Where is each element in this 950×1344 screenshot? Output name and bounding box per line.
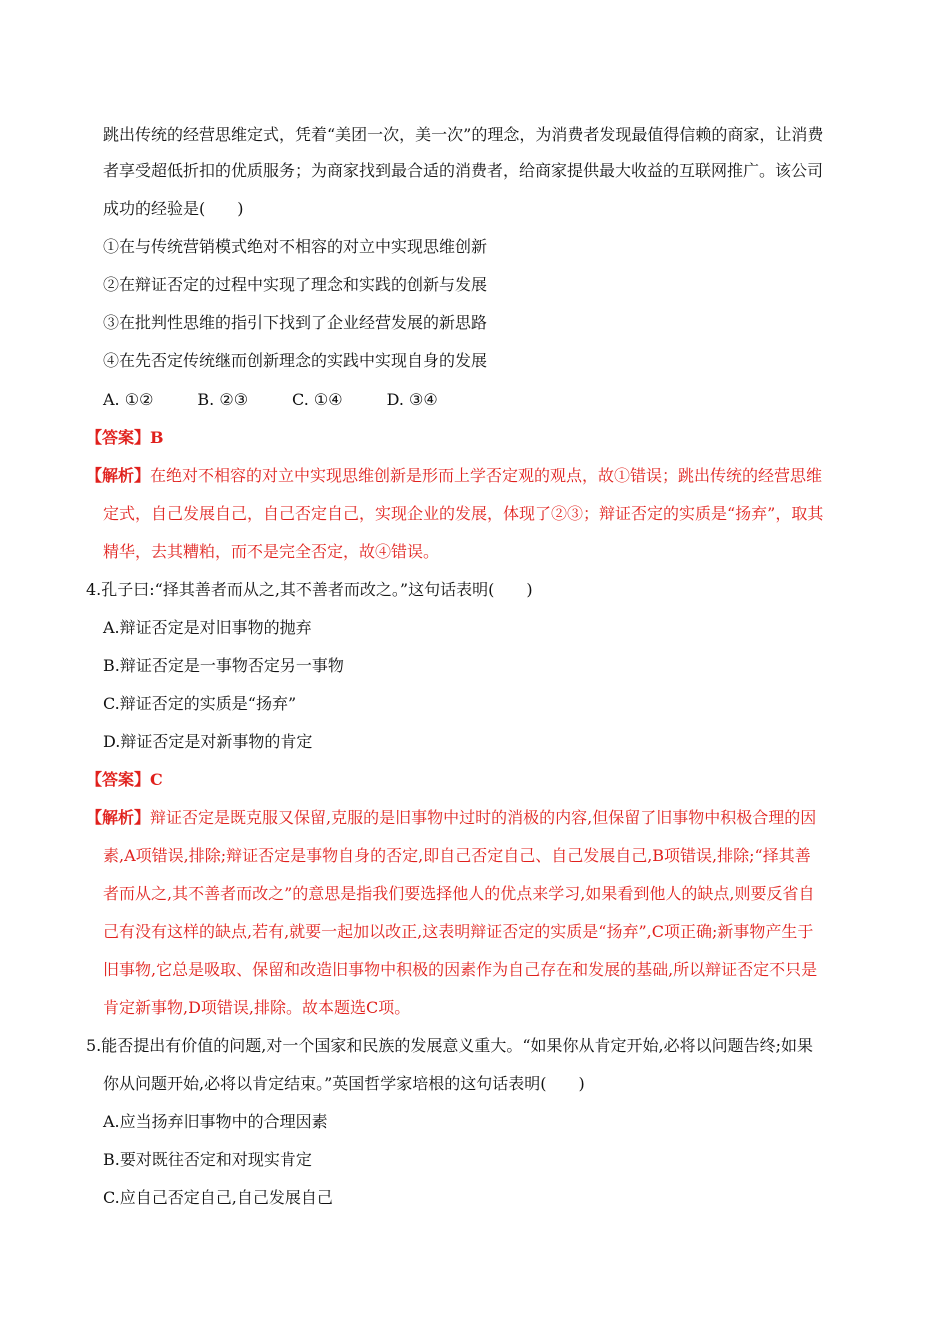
q4-analysis-line-1: 【解析】辩证否定是既克服又保留,克服的是旧事物中过时的消极的内容,但保留了旧事物中积极合理的因 bbox=[86, 808, 817, 827]
q4-analysis-line-5: 旧事物,它总是吸取、保留和改造旧事物中积极的因素作为自己存在和发展的基础,所以辩证否定不只是 bbox=[103, 960, 818, 979]
q3-analysis-line-1: 【解析】在绝对不相容的对立中实现思维创新是形而上学否定观的观点，故①错误；跳出传统的经营思维 bbox=[86, 466, 823, 485]
q4-stem: 4.孔子曰:“择其善者而从之,其不善者而改之。”这句话表明( ) bbox=[86, 580, 533, 599]
q5-option-b: B.要对既往否定和对现实肯定 bbox=[103, 1150, 312, 1169]
q5-stem-line-2: 你从问题开始,必将以肯定结束。”英国哲学家培根的这句话表明( ) bbox=[103, 1074, 585, 1093]
q3-answer-label: 【答案】 bbox=[86, 428, 151, 447]
q3-analysis-line-2: 定式，自己发展自己，自己否定自己，实现企业的发展，体现了②③；辩证否定的实质是“扬弃”，取其 bbox=[103, 504, 824, 523]
q3-statement-4: ④在先否定传统继而创新理念的实践中实现自身的发展 bbox=[103, 351, 488, 370]
q3-option-a: A. ①② bbox=[103, 390, 154, 409]
q4-option-c: C.辩证否定的实质是“扬弃” bbox=[103, 694, 297, 713]
q4-answer-value: C bbox=[150, 770, 163, 789]
q3-stem-line-3: 成功的经验是( ) bbox=[103, 199, 244, 218]
q3-option-c: C. ①④ bbox=[292, 390, 343, 409]
q4-option-a: A.辩证否定是对旧事物的抛弃 bbox=[103, 618, 312, 637]
q3-answer bbox=[86, 427, 164, 449]
q3-analysis-line-3: 精华，去其糟粕，而不是完全否定，故④错误。 bbox=[103, 542, 440, 561]
q3-answer-value: B bbox=[150, 428, 164, 447]
q4-answer-label: 【答案】 bbox=[86, 770, 151, 789]
q3-statement-1: ①在与传统营销模式绝对不相容的对立中实现思维创新 bbox=[103, 237, 488, 256]
q4-analysis-line-3: 者而从之,其不善者而改之”的意思是指我们要选择他人的优点来学习,如果看到他人的缺点,则要反省自 bbox=[103, 884, 815, 903]
q4-analysis-label: 【解析】 bbox=[86, 808, 151, 827]
q3-stem-line-1: 跳出传统的经营思维定式，凭着“美团一次，美一次”的理念，为消费者发现最值得信赖的商家，让消费 bbox=[103, 125, 824, 144]
q4-option-d: D.辩证否定是对新事物的肯定 bbox=[103, 732, 313, 751]
q3-analysis-label: 【解析】 bbox=[86, 466, 151, 485]
q5-option-c: C.应自己否定自己,自己发展自己 bbox=[103, 1188, 333, 1207]
q3-option-d: D. ③④ bbox=[386, 390, 438, 409]
q5-option-a: A.应当扬弃旧事物中的合理因素 bbox=[103, 1112, 328, 1131]
q3-stem-line-2: 者享受超低折扣的优质服务；为商家找到最合适的消费者，给商家提供最大收益的互联网推广。该公司 bbox=[103, 161, 824, 180]
q3-options bbox=[103, 389, 438, 411]
q3-statement-3: ③在批判性思维的指引下找到了企业经营发展的新思路 bbox=[103, 313, 488, 332]
q4-analysis-line-6: 肯定新事物,D项错误,排除。故本题选C项。 bbox=[103, 998, 411, 1017]
q4-analysis-line-2: 素,A项错误,排除;辩证否定是事物自身的否定,即自己否定自己、自己发展自己,B项错误,排除;“择其善 bbox=[103, 846, 811, 865]
q4-answer bbox=[86, 769, 163, 791]
q4-option-b: B.辩证否定是一事物否定另一事物 bbox=[103, 656, 344, 675]
q3-option-b: B. ②③ bbox=[197, 390, 249, 409]
q5-stem-line-1: 5.能否提出有价值的问题,对一个国家和民族的发展意义重大。“如果你从肯定开始,必将以问题告终;如果 bbox=[86, 1036, 814, 1055]
q4-analysis-line-4: 己有没有这样的缺点,若有,就要一起加以改正,这表明辩证否定的实质是“扬弃”,C项正确;新事物产生于 bbox=[103, 922, 814, 941]
q3-statement-2: ②在辩证否定的过程中实现了理念和实践的创新与发展 bbox=[103, 275, 488, 294]
